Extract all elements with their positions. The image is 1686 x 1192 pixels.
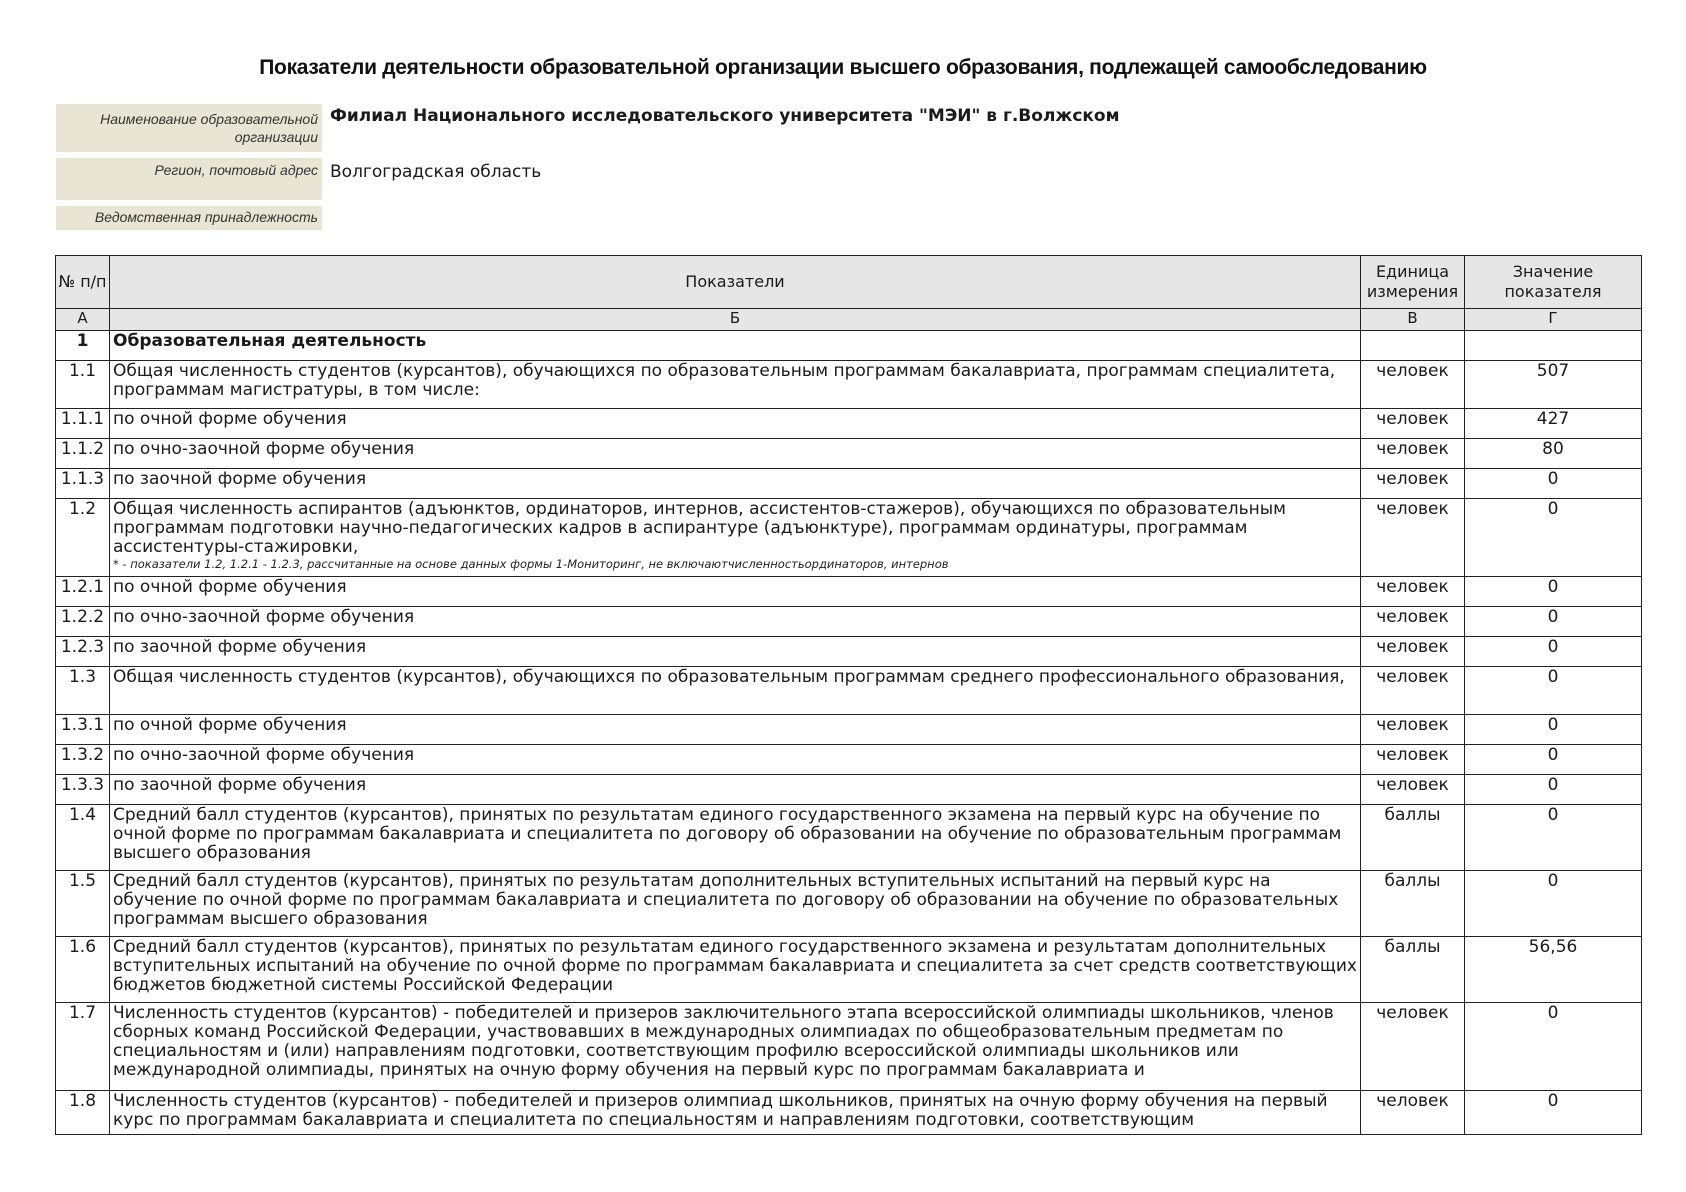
row-value: 80	[1465, 439, 1642, 469]
table-row	[56, 745, 1642, 775]
row-num: 1.2.2	[56, 607, 110, 637]
row-num: 1.7	[56, 1003, 110, 1091]
row-value: 0	[1465, 715, 1642, 745]
table-row	[56, 637, 1642, 667]
table-header-row	[56, 256, 1642, 309]
table-row	[56, 469, 1642, 499]
row-unit: человек	[1361, 715, 1465, 745]
row-value: 0	[1465, 775, 1642, 805]
row-unit: человек	[1361, 361, 1465, 409]
row-unit: человек	[1361, 637, 1465, 667]
row-text: Средний балл студентов (курсантов), принятых по результатам дополнительных вступительных испытаний на первый курс на обучение по очной форме по программам бакалавриата и специалитета по договору об образовании на обучение по образовательных программам высшего образования	[110, 871, 1361, 937]
row-unit: человек	[1361, 745, 1465, 775]
row-text: по заочной форме обучения	[110, 637, 1361, 667]
row-text: Общая численность аспирантов (адъюнктов, ординаторов, интернов, ассистентов-стажеров), обучающихся по образовательным программам подготовки научно-педагогических кадров в аспирантуре (адъюнктуре), программам ординатуры, программам ассистентуры-стажировки,	[113, 499, 1286, 557]
org-name-value: Филиал Национального исследовательского университета "МЭИ" в г.Волжском	[330, 106, 1120, 126]
row-text: Образовательная деятельность	[110, 331, 1361, 361]
header-num: № п/п	[56, 256, 110, 309]
table-row	[56, 775, 1642, 805]
row-text: по очно-заочной форме обучения	[110, 745, 1361, 775]
table-row	[56, 805, 1642, 871]
row-text: по очной форме обучения	[110, 577, 1361, 607]
row-value: 0	[1465, 745, 1642, 775]
row-num: 1.1.3	[56, 469, 110, 499]
row-value: 507	[1465, 361, 1642, 409]
row-unit: человек	[1361, 469, 1465, 499]
row-unit: баллы	[1361, 805, 1465, 871]
row-text: по очно-заочной форме обучения	[110, 439, 1361, 469]
row-num: 1.3.1	[56, 715, 110, 745]
row-num: 1.8	[56, 1091, 110, 1135]
row-num: 1.5	[56, 871, 110, 937]
row-num: 1.1.2	[56, 439, 110, 469]
row-text: по заочной форме обучения	[110, 775, 1361, 805]
table-row	[56, 361, 1642, 409]
row-value: 0	[1465, 469, 1642, 499]
row-text: Численность студентов (курсантов) - победителей и призеров олимпиад школьников, принятых на очную форму обучения на первый курс по программам бакалавриата и специалитета по специальностям и направлениям подготовки, соответствующим	[110, 1091, 1361, 1135]
row-num: 1.6	[56, 937, 110, 1003]
row-footnote: * - показатели 1.2, 1.2.1 - 1.2.3, рассчитанные на основе данных формы 1-Мониторинг, не включаютчисленностьординаторов, интернов	[113, 557, 949, 571]
table-row	[56, 499, 1642, 577]
row-value: 0	[1465, 577, 1642, 607]
letter-num: А	[56, 309, 110, 331]
table-row	[56, 667, 1642, 715]
row-text: Численность студентов (курсантов) - победителей и призеров заключительного этапа всероссийской олимпиады школьников, членов сборных команд Российской Федерации, участвовавших в международных олимпиадах по общеобразовательным предметам по специальностям и (или) направлениям подготовки, соответствующим профилю всероссийской олимпиады школьников или международной олимпиады, принятых на очную форму обучения на первый курс по программам бакалавриата и	[110, 1003, 1361, 1091]
row-value: 0	[1465, 499, 1642, 577]
indicators-table	[55, 255, 1642, 1135]
row-value: 0	[1465, 805, 1642, 871]
header-value: Значение показателя	[1465, 256, 1642, 309]
row-unit: человек	[1361, 439, 1465, 469]
row-unit: человек	[1361, 499, 1465, 577]
table-row	[56, 331, 1642, 361]
table-letter-row	[56, 309, 1642, 331]
row-num: 1	[56, 331, 110, 361]
table-row	[56, 937, 1642, 1003]
org-name-label: Наименование образовательной организации	[56, 104, 322, 152]
row-unit: человек	[1361, 577, 1465, 607]
row-num: 1.2.1	[56, 577, 110, 607]
letter-value: Г	[1465, 309, 1642, 331]
row-text: по очной форме обучения	[110, 715, 1361, 745]
table-row	[56, 1091, 1642, 1135]
row-num: 1.1.1	[56, 409, 110, 439]
row-unit: человек	[1361, 1003, 1465, 1091]
row-unit: баллы	[1361, 937, 1465, 1003]
row-unit: человек	[1361, 667, 1465, 715]
row-unit: человек	[1361, 409, 1465, 439]
row-text: по очной форме обучения	[110, 409, 1361, 439]
row-text: Средний балл студентов (курсантов), принятых по результатам единого государственного экзамена на первый курс на обучение по очной форме по программам бакалавриата и специалитета по договору об образовании на обучение по образовательным программам высшего образования	[110, 805, 1361, 871]
row-text-cell	[110, 499, 1361, 577]
row-text: Средний балл студентов (курсантов), принятых по результатам единого государственного экзамена и результатам дополнительных вступительных испытаний на обучение по очной форме по программам бакалавриата и специалитета за счет средств соответствующих бюджетов бюджетной системы Российской Федерации	[110, 937, 1361, 1003]
row-value: 0	[1465, 637, 1642, 667]
row-text: по очно-заочной форме обучения	[110, 607, 1361, 637]
letter-indicator: Б	[110, 309, 1361, 331]
page-title: Показатели деятельности образовательной организации высшего образования, подлежащей самообследованию	[259, 56, 1427, 79]
row-value: 0	[1465, 871, 1642, 937]
table-row	[56, 607, 1642, 637]
table-row	[56, 871, 1642, 937]
row-value: 427	[1465, 409, 1642, 439]
row-num: 1.3.3	[56, 775, 110, 805]
header-indicator: Показатели	[110, 256, 1361, 309]
row-num: 1.2	[56, 499, 110, 577]
table-row	[56, 577, 1642, 607]
row-num: 1.3.2	[56, 745, 110, 775]
row-value: 0	[1465, 607, 1642, 637]
header-unit: Единица измерения	[1361, 256, 1465, 309]
region-label: Регион, почтовый адрес	[56, 158, 322, 200]
row-value: 0	[1465, 1003, 1642, 1091]
row-num: 1.4	[56, 805, 110, 871]
table-row	[56, 439, 1642, 469]
row-unit: человек	[1361, 607, 1465, 637]
row-unit: человек	[1361, 775, 1465, 805]
letter-unit: В	[1361, 309, 1465, 331]
row-text: Общая численность студентов (курсантов), обучающихся по образовательным программам среднего профессионального образования,	[110, 667, 1361, 715]
row-value: 56,56	[1465, 937, 1642, 1003]
row-num: 1.2.3	[56, 637, 110, 667]
row-num: 1.3	[56, 667, 110, 715]
table-row	[56, 715, 1642, 745]
region-value: Волгоградская область	[330, 162, 542, 182]
row-text: по заочной форме обучения	[110, 469, 1361, 499]
table-row	[56, 409, 1642, 439]
row-value: 0	[1465, 1091, 1642, 1135]
table-row	[56, 1003, 1642, 1091]
row-unit	[1361, 331, 1465, 361]
row-num: 1.1	[56, 361, 110, 409]
row-unit: баллы	[1361, 871, 1465, 937]
row-text: Общая численность студентов (курсантов), обучающихся по образовательным программам бакалавриата, программам специалитета, программам магистратуры, в том числе:	[110, 361, 1361, 409]
dept-label: Ведомственная принадлежность	[56, 206, 322, 230]
row-value	[1465, 331, 1642, 361]
row-unit: человек	[1361, 1091, 1465, 1135]
row-value: 0	[1465, 667, 1642, 715]
